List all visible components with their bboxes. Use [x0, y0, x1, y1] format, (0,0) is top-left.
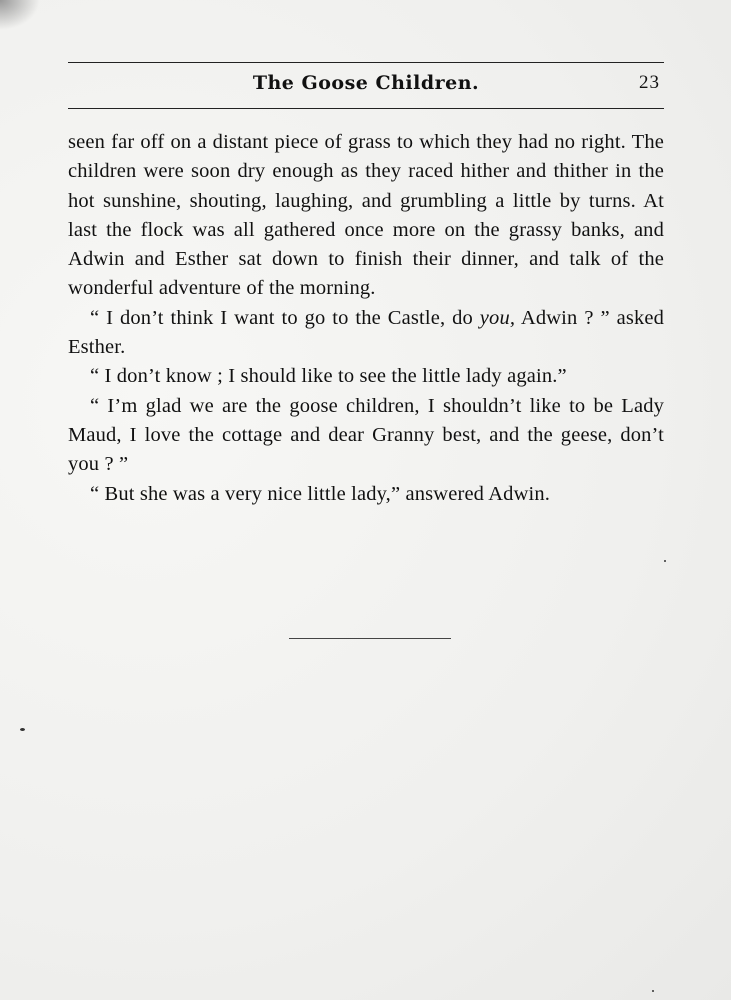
paragraph-dialogue-adwin: “ I don’t know ; I should like to see the little lady again.” — [90, 365, 567, 388]
paragraph-dialogue-nice-lady: “ But she was a very nice little lady,” answered Adwin. — [90, 482, 551, 505]
body-text — [68, 128, 664, 509]
paragraph-dialogue-esther — [68, 304, 664, 363]
chapter-end-rule — [289, 638, 451, 639]
ink-speck — [652, 990, 654, 992]
dialogue-text-tail: Adwin ? ” asked Esther. — [68, 306, 665, 359]
emphasis-text: you, — [479, 306, 516, 329]
page-number: 23 — [639, 72, 660, 93]
paragraph-continuation: seen far off on a distant piece of grass to which they had no right. The children were soon dry enough as they raced hither and thither in the hot sunshine, shouting, laughing, and grumbling a little by turns. At last the flock was all gathered once more on the grassy banks, and Adwin and Esther sat down to finish their dinner, and talk of the wonderful adventure of the morning. — [68, 131, 664, 300]
ink-speck — [664, 560, 666, 562]
dialogue-text: “ I don’t think I want to go to the Castle, do — [90, 306, 480, 329]
running-title: The Goose Children. — [252, 72, 480, 94]
running-head — [68, 72, 664, 102]
header-rule-bottom — [68, 108, 664, 109]
header-rule-top — [68, 62, 664, 63]
paragraph-dialogue-glad: “ I’m glad we are the goose children, I shouldn’t like to be Lady Maud, I love the cottage and dear Granny best, and the geese, don’t you ? ” — [68, 394, 664, 476]
ink-speck — [20, 728, 25, 731]
corner-smudge — [0, 0, 40, 30]
